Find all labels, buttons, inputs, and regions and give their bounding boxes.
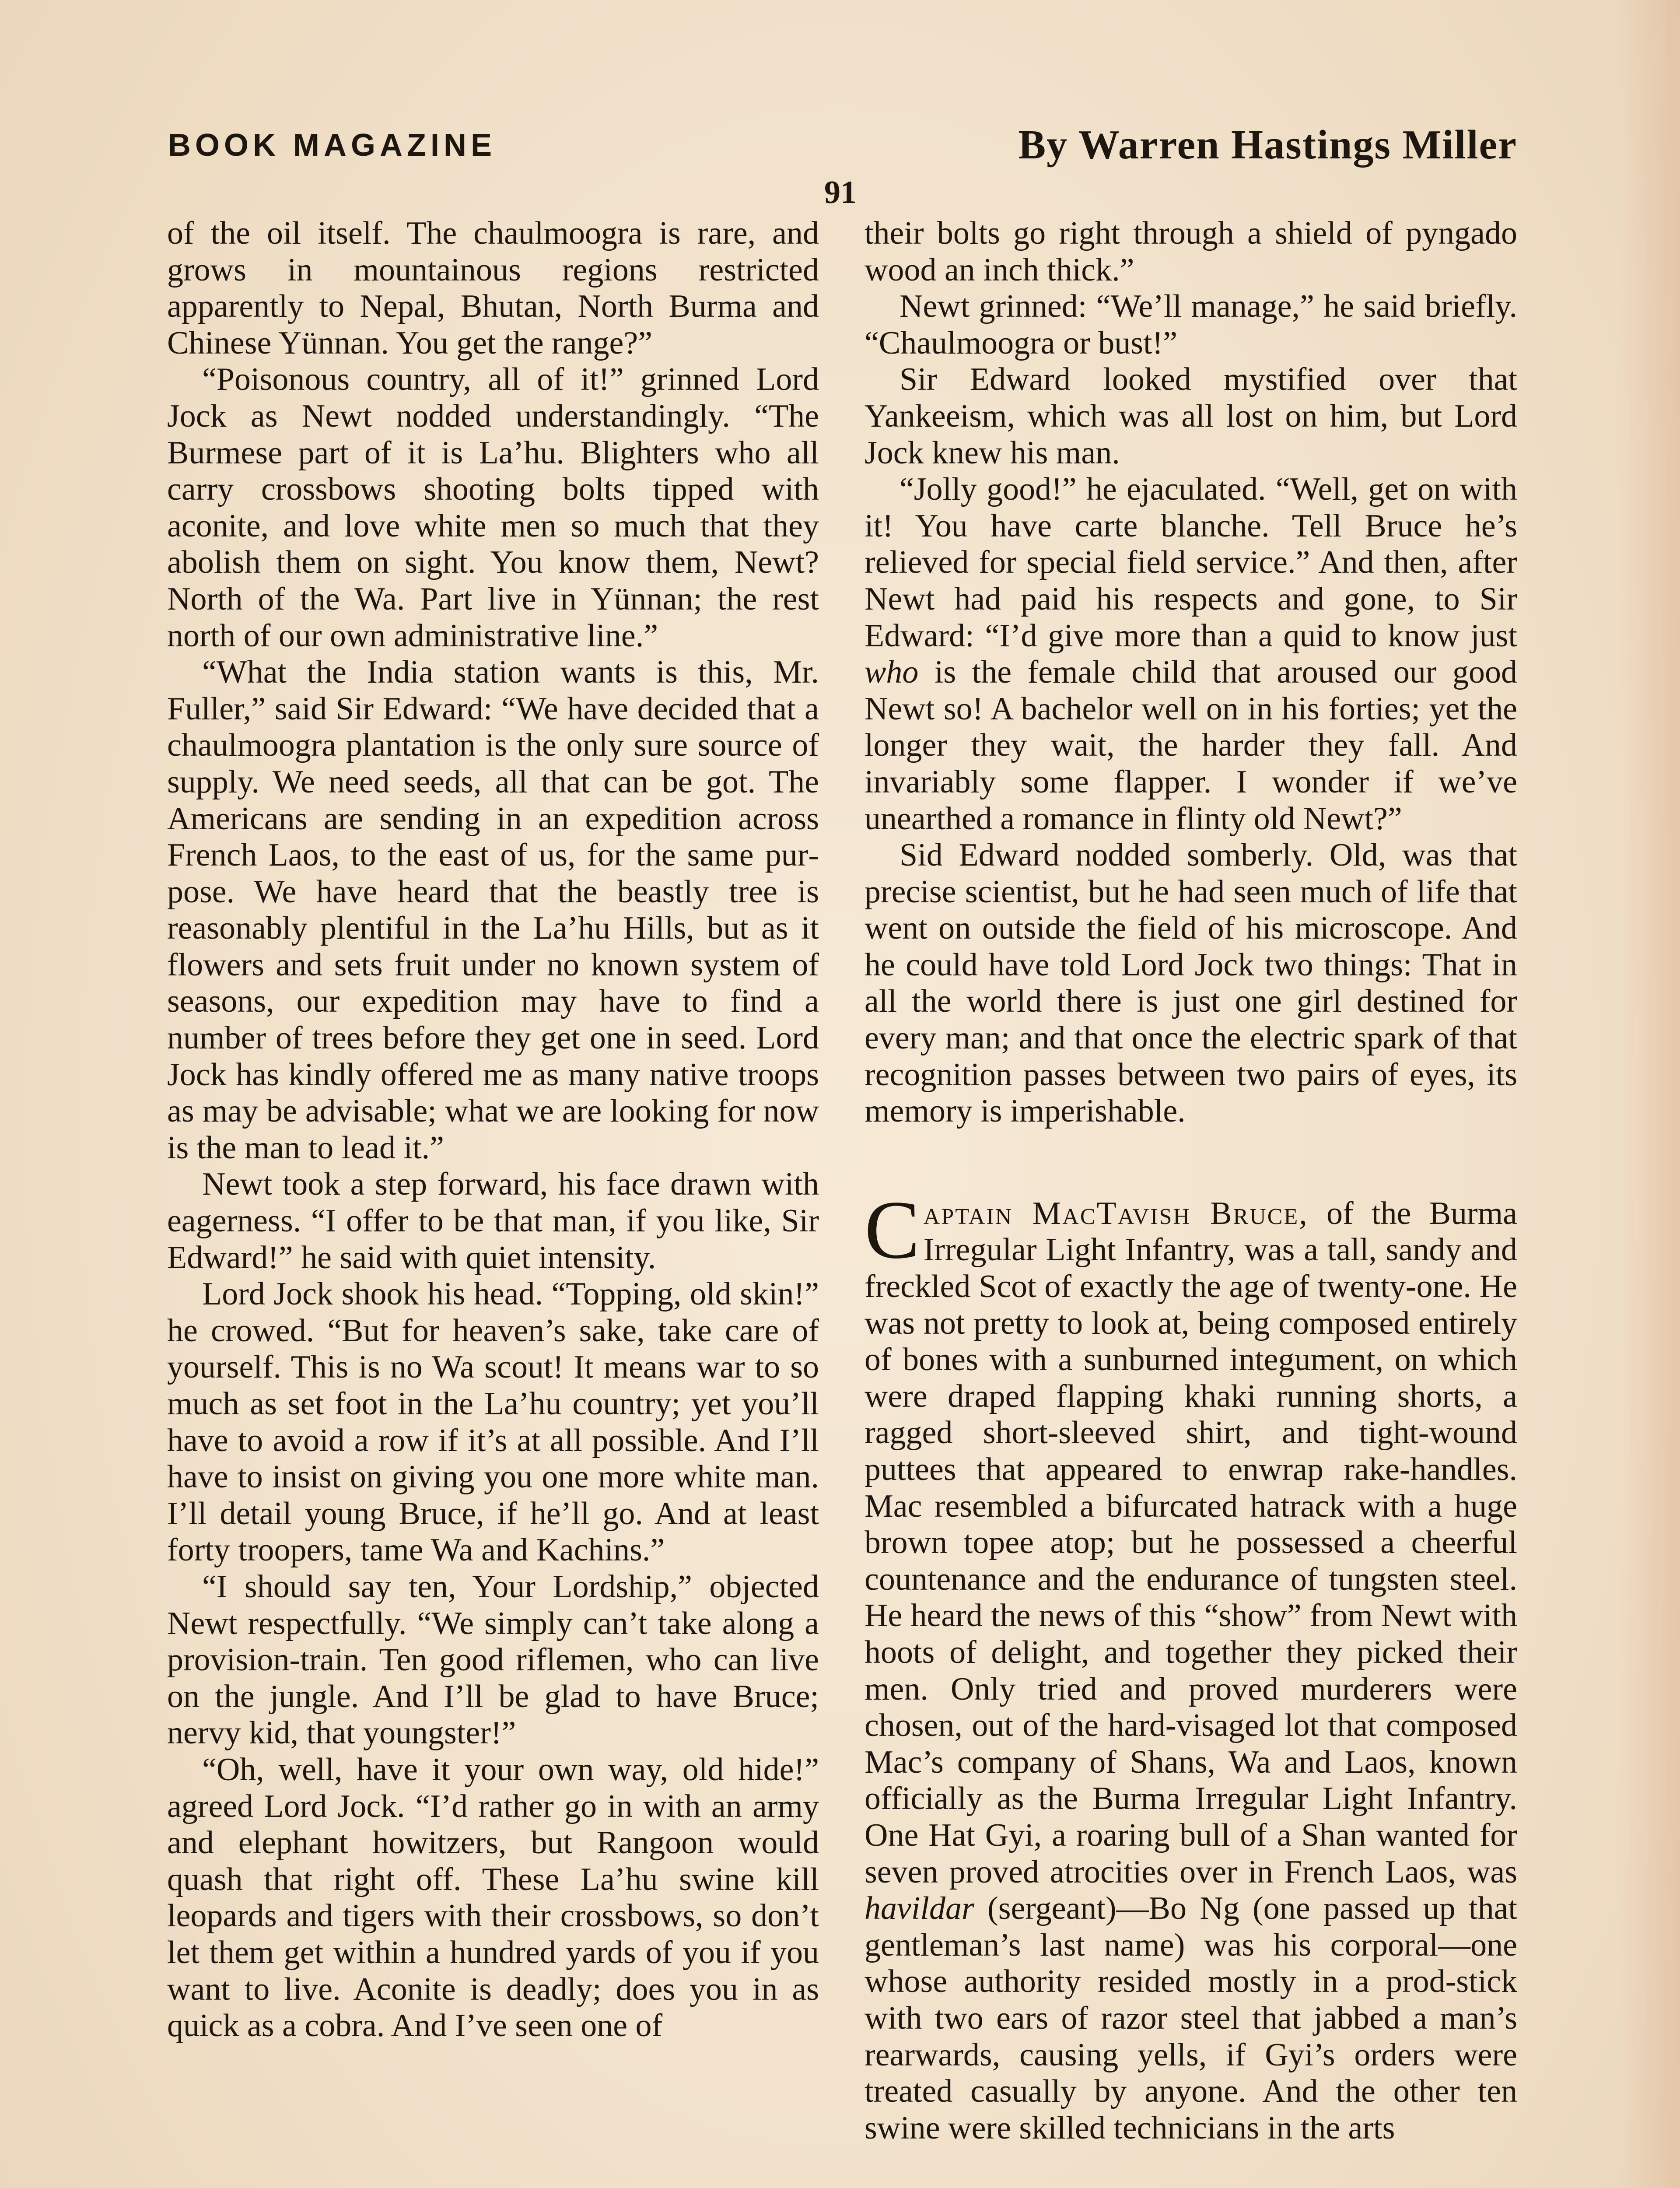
paragraph: Lord Jock shook his head. “Topping, old skin!” he crowed. “But for heaven’s sake, take care of yourself. This is no Wa scout! It means war to so much as set foot in the La’hu country; yet you’ll have to avoid a row if it’s at all possible. And I’ll have to insist on giving you one more white man. I’ll detail young Bruce, if he’ll go. And at least forty troopers, tame Wa and Kachins.” [167, 1276, 819, 1568]
paragraph: their bolts go right through a shield of pyngado wood an inch thick.” [864, 215, 1517, 288]
left-column [167, 215, 819, 2188]
paragraph: Sid Edward nodded somberly. Old, was that precise scientist, but he had seen much of life that went on outside the field of his microscope. And he could have told Lord Jock two things: That in all the world there is just one girl destined for every man; and that once the electric spark of that recognition passes between two pairs of eyes, its memory is imperishable. [864, 837, 1517, 1129]
paragraph: Newt grinned: “We’ll manage,” he said briefly. “Chaulmoogra or bust!” [864, 288, 1517, 361]
paragraph [864, 1184, 1518, 2146]
paragraph-text: is the female child that aroused our good Newt so! A bachelor well on in his forties; yet the longer they wait, the harder they fall. And invariably some flapper. I wonder if we’ve unearthed a romance in flinty old Newt?” [864, 654, 1517, 837]
paragraph: Sir Edward looked mystified over that Yankeeism, which was all lost on him, but Lord Jock knew his man. [864, 361, 1517, 471]
paragraph: of the oil itself. The chaulmoogra is rare, and grows in mountainous regions restricted apparently to Nepal, Bhutan, North Burma and Chinese Yünnan. You get the range?” [167, 215, 819, 361]
paragraph: Newt took a step forward, his face drawn with eagerness. “I offer to be that man, if you like, Sir Edward!” he said with quiet intensity. [167, 1166, 819, 1276]
paragraph: “Poisonous country, all of it!” grinned Lord Jock as Newt nodded understandingly. “The Burmese part of it is La’hu. Blighters who all carry crossbows shooting bolts tipped with aconite, and love white men so much that they abolish them on sight. You know them, Newt? North of the Wa. Part live in Yünnan; the rest north of our own administrative line.” [167, 361, 819, 654]
page-number: 91 [824, 175, 857, 210]
paragraph-text: (sergeant)—Bo Ng (one passed up that gentleman’s last name) was his corporal—one whose authority resided mostly in a prod-stick with two ears of razor steel that jabbed a man’s rearwards, causing yells, if Gyi’s orders were treated casually by anyone. And the other ten swine were skilled technicians in the arts [864, 1890, 1517, 2146]
emphasis: havildar [864, 1890, 974, 1927]
paragraph-text: of the Burma Irregular Light Infantry, was a tall, sandy and freckled Scot of exactly the age of twenty-one. He was not pretty to look at, being composed entirely of bones with a sunburned integument, on which were draped flapping khaki running shorts, a ragged short-sleeved shirt, and tight-wound puttees that appeared to enwrap rake-handles. Mac resembled a bifurcated hatrack with a huge brown topee atop; but he possessed a cheerful countenance and the endurance of tungsten steel. He heard the news of this “show” from Newt with hoots of delight, and together they picked their men. Only tried and proved murderers were chosen, out of the hard-visaged lot that composed Mac’s company of Shans, Wa and Laos, known officially as the Burma Irregular Light Infantry. One Hat Gyi, a roaring bull of a Shan wanted for seven proved atrocities over in French Laos, was [864, 1195, 1518, 1890]
running-head-byline: By Warren Hastings Miller [1018, 122, 1517, 168]
paragraph-text: “Jolly good!” he ejaculated. “Well, get on with it! You have carte blanche. Tell Bruce he’s relieved for special field service.” And then, after Newt had paid his respects and gone, to Sir Edward: “I’d give more than a quid to know just [864, 471, 1517, 654]
section-break [864, 1130, 1517, 1196]
small-caps-name: aptain MacTavish Bruce, [923, 1195, 1309, 1231]
right-column [864, 215, 1517, 2188]
drop-cap: C [864, 1184, 920, 1276]
paragraph: “Oh, well, have it your own way, old hide!” agreed Lord Jock. “I’d rather go in with an army and elephant howitzers, but Rangoon would quash that right off. These La’hu swine kill leopards and tigers with their crossbows, so don’t let them get within a hundred yards of you if you want to live. Aconite is deadly; does you in as quick as a cobra. And I’ve seen one of [167, 1751, 819, 2044]
running-head-magazine: BOOK MAGAZINE [168, 128, 496, 163]
page-edge-shading [1619, 0, 1680, 2188]
paragraph [864, 471, 1517, 837]
paragraph: “What the India station wants is this, Mr. Fuller,” said Sir Edward: “We have decided that a chaulmoogra plantation is the only sure source of supply. We need seeds, all that can be got. The Americans are sending in an expedition across French Laos, to the east of us, for the same purpose. We have heard that the beastly tree is reasonably plentiful in the La’hu Hills, but as it flowers and sets fruit under no known system of seasons, our expedition may have to find a number of trees before they get one in seed. Lord Jock has kindly offered me as many native troops as may be advisable; what we are looking for now is the man to lead it.” [167, 654, 819, 1166]
paragraph: “I should say ten, Your Lordship,” objected Newt respectfully. “We simply can’t take along a provision-train. Ten good riflemen, who can live on the jungle. And I’ll be glad to have Bruce; nervy kid, that youngster!” [167, 1568, 819, 1751]
emphasis: who [864, 654, 919, 691]
